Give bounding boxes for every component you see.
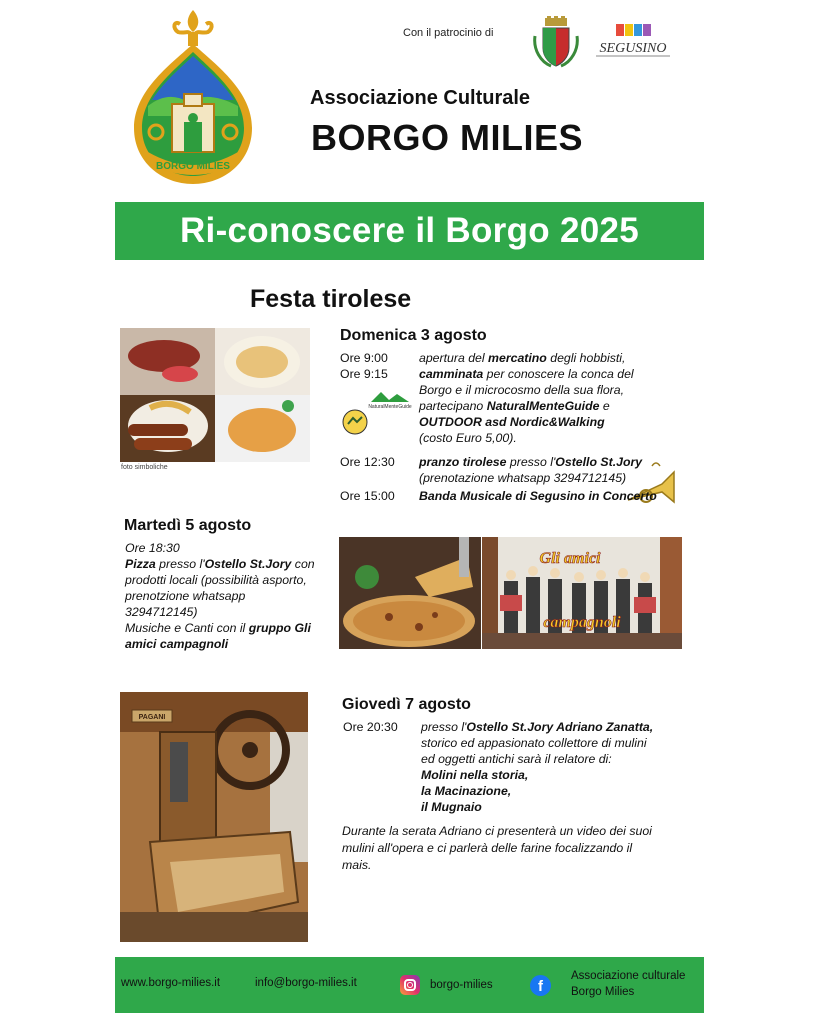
instagram-icon[interactable] [400,975,420,995]
event-banner [115,202,704,260]
footer-website-link[interactable]: www.borgo-milies.it [121,977,221,989]
festa-heading: Festa tirolese [250,285,412,313]
thursday-line: la Macinazione, [421,784,512,798]
segusino-logo-text: SEGUSINO [599,41,667,56]
event-date-sunday: Domenica 3 agosto [340,327,487,344]
natural-logo-text: NaturalMenteGuide [368,404,412,410]
municipal-crest-icon [533,16,579,68]
thursday-line: ed oggetti antichi sarà il relatore di: [421,752,612,766]
photo-note: foto simboliche [121,464,168,471]
association-subtitle: Associazione Culturale [310,87,531,109]
tuesday-line: prodotti locali (possibilità asporto, [125,573,307,587]
thursday-time: Ore 20:30 [343,720,398,734]
patronage-text: Con il patrocinio di [403,27,494,39]
schedule-text: partecipano NaturalMenteGuide e [419,399,610,413]
food-photo-collage [120,328,310,462]
band-caption-line2: campagnoli [543,614,621,631]
thursday-description: Durante la serata Adriano ci presenterà un video dei suoi [342,824,652,838]
mill-photo [120,692,308,942]
schedule-time: Ore 15:00 [340,489,395,503]
schedule-text: (costo Euro 5,00). [419,431,517,445]
schedule-text: apertura del mercatino degli hobbisti, [419,351,626,365]
schedule-time: Ore 9:15 [340,367,388,381]
association-name: BORGO MILIES [311,117,584,158]
borgo-milies-logo [128,6,258,186]
thursday-line: Molini nella storia, [421,768,529,782]
thursday-line: storico ed appasionato collettore di mulini [421,736,647,750]
tuesday-line: amici campagnoli [125,637,229,651]
thursday-description: mais. [342,858,372,872]
outdoor-nordic-walking-logo [342,409,368,435]
schedule-text: camminata per conoscere la conca del [419,367,634,381]
schedule-text: Banda Musicale di Segusino in Concerto [419,489,657,503]
footer-instagram-handle[interactable]: borgo-milies [430,979,493,991]
thursday-line: presso l'Ostello St.Jory Adriano Zanatta, [421,720,654,734]
segusino-logo [588,22,678,62]
schedule-text: Borgo e il microcosmo della sua flora, [419,383,625,397]
schedule-text: (prenotazione whatsapp 3294712145) [419,471,627,485]
schedule-time: Ore 12:30 [340,455,395,469]
pizza-photo [339,537,481,649]
thursday-description: mulini all'opera e ci parlerà delle farine focalizzando il [342,841,633,855]
event-date-tuesday: Martedì 5 agosto [124,517,252,534]
tuesday-line: 3294712145) [125,605,198,619]
schedule-text: pranzo tirolese presso l'Ostello St.Jory [419,455,643,469]
footer-org-line1: Associazione culturale [571,970,686,982]
banner-title: Ri-conoscere il Borgo 2025 [179,211,640,250]
tuesday-line: Musiche e Canti con il gruppo Gli [125,621,311,635]
logo-text: BORGO MILIES [156,161,230,172]
naturalmenteguide-logo [367,388,413,410]
facebook-icon[interactable]: f [530,975,551,996]
band-photo [482,537,682,649]
tuesday-line: Ore 18:30 [125,541,180,555]
schedule-time: Ore 9:00 [340,351,388,365]
footer-org-line2: Borgo Milies [571,986,635,998]
tuesday-line: prenotzione whatsapp [125,589,246,603]
schedule-text: OUTDOOR asd Nordic&Walking [419,415,605,429]
footer-email-link[interactable]: info@borgo-milies.it [255,977,357,989]
thursday-line: il Mugnaio [421,800,482,814]
band-caption-line1: Gli amici [539,550,601,567]
tuesday-line: Pizza presso l'Ostello St.Jory con [125,557,315,571]
event-date-thursday: Giovedì 7 agosto [342,696,471,713]
mill-plate-text: PAGANI [138,714,166,721]
